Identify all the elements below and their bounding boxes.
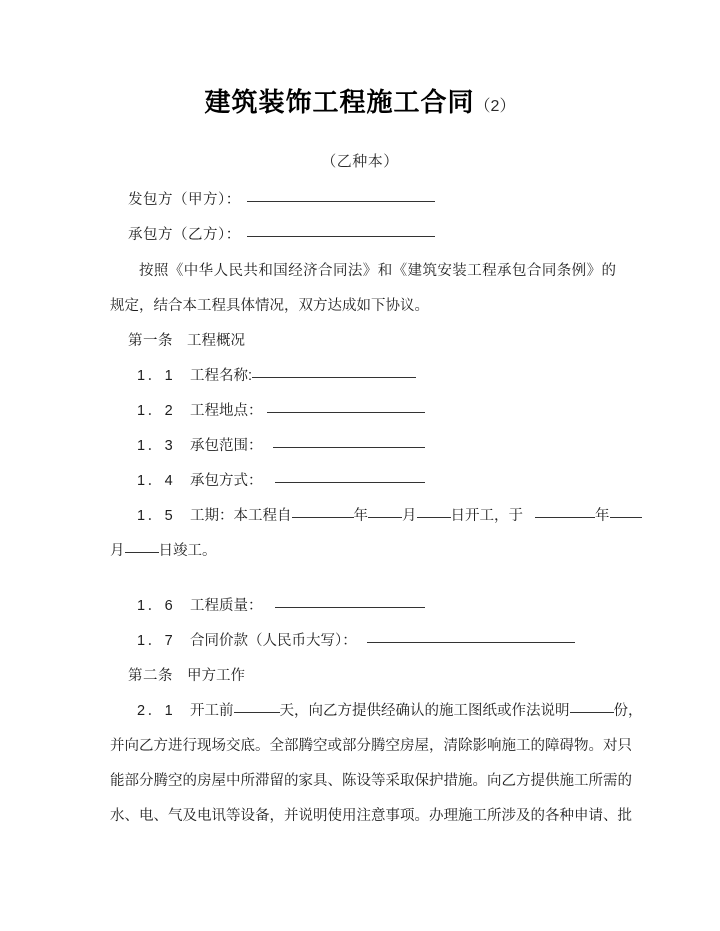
clause-1-6-number: 1．6 <box>137 598 176 614</box>
title-main-text: 建筑装饰工程施工合同 <box>204 87 475 117</box>
section-1-number: 第一条 <box>128 333 173 349</box>
clause-1-3-blank[interactable] <box>273 447 425 448</box>
section-heading-2 <box>128 659 245 694</box>
clause-2-1-line-2: 并向乙方进行现场交底。全部腾空或部分腾空房屋，清除影响施工的障碍物。对只 <box>110 738 632 754</box>
clause-1-5-year-blank[interactable] <box>292 517 354 518</box>
clause-1-3-body <box>190 429 425 464</box>
clause-1-5-month-unit: 月 <box>402 508 417 524</box>
clause-2-1-number: 2．1 <box>137 703 176 719</box>
clause-1-2-body <box>190 394 425 429</box>
clause-1-5-continuation <box>110 534 217 569</box>
party-a-label: 发包方（甲方）： <box>128 192 241 208</box>
clause-1-1-blank[interactable] <box>252 377 416 378</box>
section-1-title: 工程概况 <box>187 333 245 349</box>
clause-1-5-body <box>190 499 642 534</box>
party-a-blank[interactable] <box>247 201 435 202</box>
party-line-party-b <box>128 218 435 253</box>
party-b-label: 承包方（乙方）： <box>128 227 241 243</box>
clause-1-2-blank[interactable] <box>267 412 425 413</box>
clause-2-1-line-3: 能部分腾空的房屋中所滞留的家具、陈设等采取保护措施。向乙方提供施工所需的 <box>110 773 632 789</box>
clause-2-1-line-4: 水、电、气及电讯等设备，并说明使用注意事项。办理施工所涉及的各种申请、批 <box>110 808 632 824</box>
clause-2-1-after-blank2: 份， <box>613 703 643 719</box>
section-heading-1 <box>128 324 245 359</box>
clause-1-5-day-unit: 日开工，于 <box>450 508 523 524</box>
clause-2-1-body <box>190 694 643 729</box>
clause-1-5-wrap-tail: 日竣工。 <box>158 543 217 559</box>
clause-1-5-day-blank[interactable] <box>417 517 451 518</box>
clause-1-5-day2-blank[interactable] <box>125 552 159 553</box>
clause-1-6-blank[interactable] <box>275 607 425 608</box>
clause-1-7-body <box>190 624 575 659</box>
clause-1-5-year2-unit: 年 <box>595 508 610 524</box>
section-2-number: 第二条 <box>128 668 173 684</box>
preamble-paragraph: 按照《中华人民共和国经济合同法》和《建筑安装工程承包合同条例》的规定，结合本工程具体情况，双方达成如下协议。 <box>110 263 616 314</box>
clause-1-4-number: 1．4 <box>137 473 176 489</box>
clause-1-3-number: 1．3 <box>137 438 176 454</box>
section-2-title: 甲方工作 <box>187 668 245 684</box>
clause-2-1-after-blank1: 天，向乙方提供经确认的施工图纸或作法说明 <box>279 703 570 719</box>
clause-1-5-wrap-month: 月 <box>110 543 125 559</box>
clause-1-4-label: 承包方式： <box>190 473 263 489</box>
clause-1-7-number: 1．7 <box>137 633 176 649</box>
clause-1-5-year-unit: 年 <box>353 508 368 524</box>
clause-1-1-body <box>190 359 416 394</box>
party-line-party-a <box>128 183 435 218</box>
clause-2-1-lead: 开工前 <box>190 703 234 719</box>
clause-1-7-blank[interactable] <box>367 642 575 643</box>
clause-1-5-number: 1．5 <box>137 508 176 524</box>
party-b-blank[interactable] <box>247 236 435 237</box>
document-subtitle: （乙种本） <box>321 153 399 170</box>
clause-1-1-number: 1．1 <box>137 368 176 384</box>
clause-1-5-year2-blank[interactable] <box>535 517 595 518</box>
clause-1-5-month2-blank[interactable] <box>610 517 642 518</box>
clause-1-7-label: 合同价款（人民币大写）： <box>190 633 357 649</box>
clause-1-6-label: 工程质量： <box>190 598 263 614</box>
page-title <box>0 82 720 119</box>
clause-1-5-month-blank[interactable] <box>368 517 402 518</box>
clause-1-6-body <box>190 589 425 624</box>
clause-1-2-number: 1．2 <box>137 403 176 419</box>
title-suffix-text: （2） <box>474 98 516 115</box>
clause-2-1-copies-blank[interactable] <box>570 712 614 713</box>
clause-1-3-label: 承包范围： <box>190 438 263 454</box>
clause-1-5-label: 工期：本工程自 <box>190 508 292 524</box>
clause-1-4-body <box>190 464 425 499</box>
clause-2-1-days-blank[interactable] <box>234 712 280 713</box>
clause-1-1-label: 工程名称: <box>190 368 253 384</box>
clause-1-4-blank[interactable] <box>275 482 425 483</box>
clause-1-2-label: 工程地点： <box>190 403 263 419</box>
